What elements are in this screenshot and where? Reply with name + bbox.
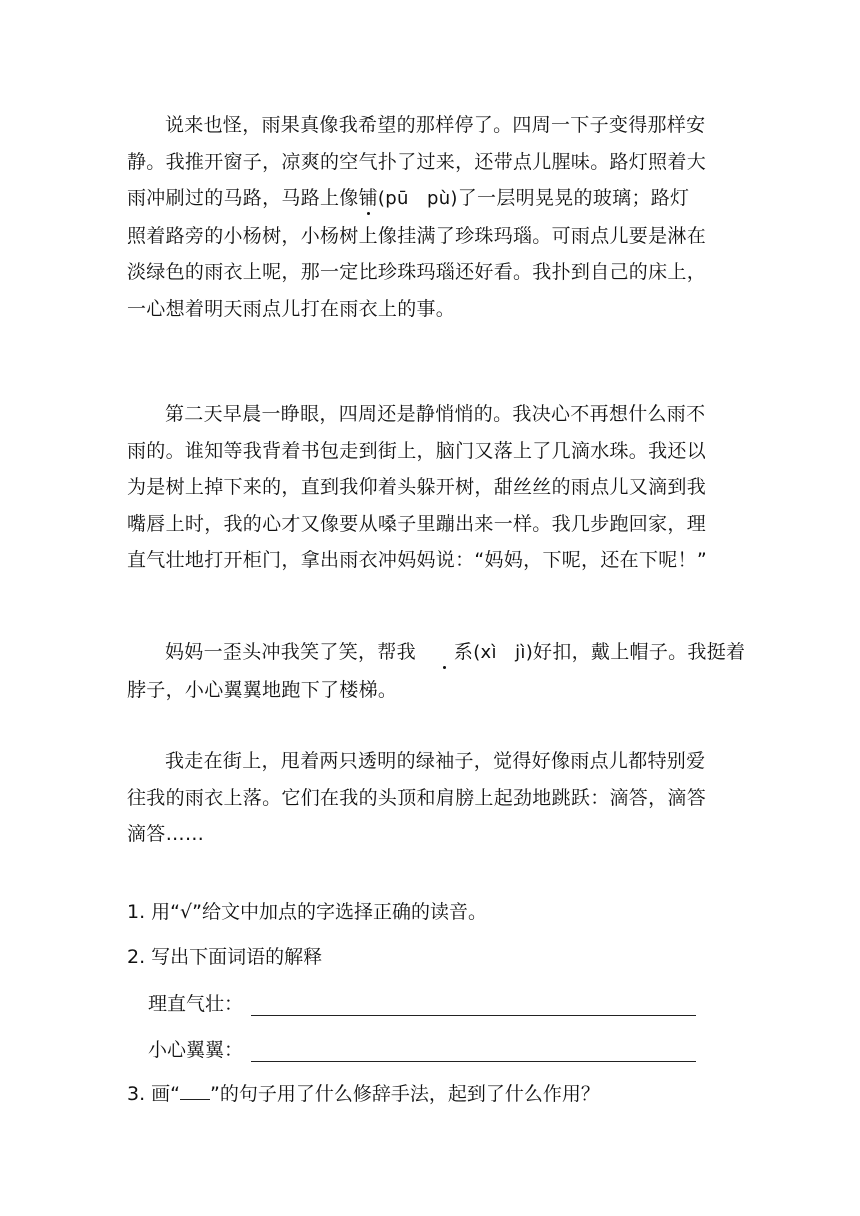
question-1: 1. 用“√”给文中加点的字选择正确的读音。 bbox=[127, 901, 487, 923]
passage-paragraph-4 bbox=[127, 743, 727, 853]
text-line: 第二天早晨一睁眼，四周还是静悄悄的。我决心不再想什么雨不 bbox=[165, 403, 706, 425]
text-line: 直气壮地打开柜门，拿出雨衣冲妈妈说：“妈妈，下呢，还在下呢！” bbox=[127, 549, 707, 571]
text-segment: 妈妈一歪头冲我笑了笑，帮我 bbox=[165, 641, 416, 663]
text-line: 我走在街上，甩着两只透明的绿袖子，觉得好像雨点儿都特别爱 bbox=[165, 750, 706, 772]
term-row-2 bbox=[148, 1035, 243, 1065]
text-line: 淡绿色的雨衣上呢，那一定比珍珠玛瑙还好看。我扑到自己的床上， bbox=[127, 261, 707, 283]
text-line: 为是树上掉下来的，直到我仰着头躲开树，甜丝丝的雨点儿又滴到我 bbox=[127, 476, 707, 498]
text-line: 说来也怪，雨果真像我希望的那样停了。四周一下子变得那样安 bbox=[165, 114, 706, 136]
text-line bbox=[127, 180, 727, 218]
passage-paragraph-1 bbox=[127, 107, 727, 327]
term-label: 小心翼翼： bbox=[148, 1039, 244, 1061]
question-3-text-end: ”的句子用了什么修辞手法，起到了什么作用？ bbox=[210, 1083, 600, 1105]
text-segment: 好扣，戴上帽子。我挺着 bbox=[533, 641, 746, 663]
underline-marker bbox=[180, 1085, 210, 1100]
term-label: 理直气壮： bbox=[148, 993, 244, 1015]
question-2: 2. 写出下面词语的解释 bbox=[127, 946, 323, 968]
dotted-character: 系 bbox=[416, 634, 473, 671]
pinyin-options: (pū pù) bbox=[377, 188, 458, 209]
question-3-text-start: 3. 画“ bbox=[127, 1083, 181, 1105]
answer-blank[interactable] bbox=[251, 1061, 696, 1062]
passage-paragraph-3 bbox=[127, 634, 746, 708]
text-line: 一心想着明天雨点儿打在雨衣上的事。 bbox=[127, 297, 456, 320]
text-line bbox=[127, 634, 746, 672]
text-line: 雨的。谁知等我背着书包走到街上，脑门又落上了几滴水珠。我还以 bbox=[127, 439, 707, 462]
question-3 bbox=[127, 1079, 600, 1109]
term-row-1 bbox=[148, 989, 243, 1019]
text-line: 照着路旁的小杨树，小杨树上像挂满了珍珠玛瑙。可雨点儿要是淋在 bbox=[127, 224, 707, 247]
text-segment: 了一层明晃晃的玻璃；路灯 bbox=[457, 187, 690, 209]
answer-blank[interactable] bbox=[251, 1015, 696, 1016]
text-line: 往我的雨衣上落。它们在我的头顶和肩膀上起劲地跳跃：滴答，滴答 bbox=[127, 786, 707, 809]
text-line: 滴答…… bbox=[127, 823, 205, 845]
text-line: 嘴唇上时，我的心才又像要从嗓子里蹦出来一样。我几步跑回家，理 bbox=[127, 512, 707, 535]
pinyin-options: (xì jì) bbox=[473, 642, 534, 663]
text-segment: 雨冲刷过的马路，马路上像 bbox=[127, 187, 359, 209]
passage-paragraph-2 bbox=[127, 396, 727, 579]
text-line: 脖子，小心翼翼地跑下了楼梯。 bbox=[127, 678, 398, 701]
text-line: 静。我推开窗子，凉爽的空气扑了过来，还带点儿腥味。路灯照着大 bbox=[127, 150, 707, 173]
dotted-character: 铺 bbox=[359, 180, 378, 217]
